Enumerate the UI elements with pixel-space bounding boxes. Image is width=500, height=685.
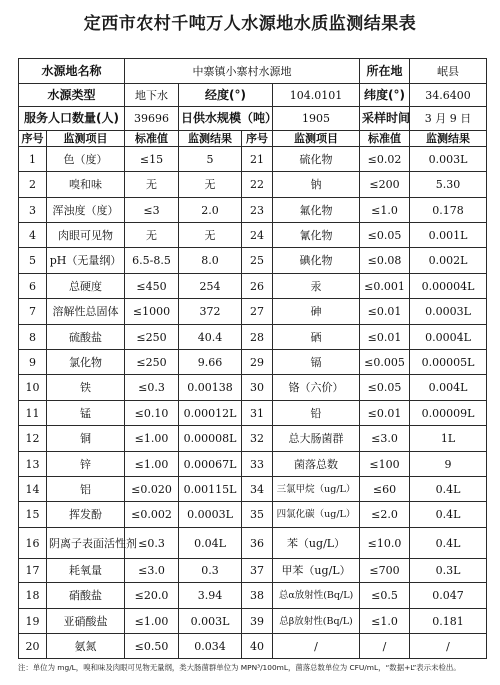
- header-seq-left: 序号: [19, 131, 47, 147]
- result-right: 0.00009L: [410, 401, 487, 426]
- standard-left: 无: [125, 223, 179, 248]
- footnote: 注：单位为 mg/L，嗅和味及肉眼可见物无量纲，类大肠菌群单位为 MPN³/100mL，菌落总数单位为 CFU/mL，“数据+L”表示未检出。: [18, 663, 461, 672]
- seq-left: 5: [19, 248, 47, 274]
- longitude-label: 经度(°): [179, 84, 273, 107]
- item-left: pH（无量纲）: [47, 248, 125, 274]
- table-row: [19, 248, 487, 274]
- result-left: 0.00012L: [179, 401, 242, 426]
- standard-left: ≤0.002: [125, 502, 179, 528]
- header-standard-right: 标准值: [360, 131, 410, 147]
- result-right: 0.001L: [410, 223, 487, 248]
- standard-right: ≤0.05: [360, 223, 410, 248]
- standard-left: ≤0.3: [125, 528, 179, 559]
- result-left: 8.0: [179, 248, 242, 274]
- item-right: 铬（六价）: [273, 375, 360, 401]
- sample-time-label: 采样时间: [360, 107, 410, 131]
- seq-left: 9: [19, 350, 47, 375]
- table-row: [19, 198, 487, 223]
- seq-left: 12: [19, 426, 47, 452]
- standard-right: ≤0.05: [360, 375, 410, 401]
- seq-left: 6: [19, 274, 47, 299]
- result-left: 2.0: [179, 198, 242, 223]
- item-right: 硒: [273, 325, 360, 350]
- seq-left: 19: [19, 609, 47, 634]
- item-left: 肉眼可见物: [47, 223, 125, 248]
- result-right: 0.0003L: [410, 299, 487, 325]
- result-right: 0.178: [410, 198, 487, 223]
- result-left: 0.00138: [179, 375, 242, 401]
- seq-right: 32: [242, 426, 273, 452]
- seq-left: 1: [19, 147, 47, 172]
- item-left: 耗氧量: [47, 559, 125, 583]
- standard-right: ≤0.01: [360, 299, 410, 325]
- standard-left: ≤3: [125, 198, 179, 223]
- table-row: [19, 375, 487, 401]
- result-left: 3.94: [179, 583, 242, 609]
- supply-value: 1905: [273, 107, 360, 131]
- result-left: 0.00115L: [179, 477, 242, 502]
- result-left: 0.00008L: [179, 426, 242, 452]
- seq-right: 33: [242, 452, 273, 477]
- result-left: 0.00067L: [179, 452, 242, 477]
- item-right: 总大肠菌群: [273, 426, 360, 452]
- result-right: 0.00004L: [410, 274, 487, 299]
- table-row: [19, 325, 487, 350]
- seq-right: 36: [242, 528, 273, 559]
- seq-left: 11: [19, 401, 47, 426]
- table-row: [19, 401, 487, 426]
- result-left: 0.0003L: [179, 502, 242, 528]
- seq-right: 26: [242, 274, 273, 299]
- item-right: 总β放射性(Bq/L): [273, 609, 360, 634]
- item-left: 溶解性总固体: [47, 299, 125, 325]
- item-left: 嗅和味: [47, 172, 125, 198]
- header-item-right: 监测项目: [273, 131, 360, 147]
- standard-left: ≤3.0: [125, 559, 179, 583]
- item-right: 甲苯（ug/L）: [273, 559, 360, 583]
- item-left: 锌: [47, 452, 125, 477]
- standard-left: 无: [125, 172, 179, 198]
- item-left: 挥发酚: [47, 502, 125, 528]
- item-right: 苯（ug/L）: [273, 528, 360, 559]
- item-left: 硫酸盐: [47, 325, 125, 350]
- result-right: 0.003L: [410, 147, 487, 172]
- result-left: 5: [179, 147, 242, 172]
- seq-left: 17: [19, 559, 47, 583]
- standard-right: ≤3.0: [360, 426, 410, 452]
- standard-left: ≤0.3: [125, 375, 179, 401]
- result-right: 0.181: [410, 609, 487, 634]
- seq-right: 39: [242, 609, 273, 634]
- result-left: 0.3: [179, 559, 242, 583]
- standard-right: /: [360, 634, 410, 659]
- result-right: /: [410, 634, 487, 659]
- source-name-value: 中寨镇小寨村水源地: [125, 59, 360, 84]
- result-left: 9.66: [179, 350, 242, 375]
- page-title: 定西市农村千吨万人水源地水质监测结果表: [83, 14, 417, 34]
- item-right: 氟化物: [273, 198, 360, 223]
- table-row: [19, 609, 487, 634]
- item-left: 阴离子表面活性剂: [47, 528, 125, 559]
- standard-right: ≤0.01: [360, 401, 410, 426]
- table-row: [19, 299, 487, 325]
- table-row: [19, 502, 487, 528]
- seq-left: 8: [19, 325, 47, 350]
- standard-right: ≤0.02: [360, 147, 410, 172]
- standard-left: ≤250: [125, 350, 179, 375]
- standard-left: ≤20.0: [125, 583, 179, 609]
- standard-left: 6.5-8.5: [125, 248, 179, 274]
- item-right: 硫化物: [273, 147, 360, 172]
- standard-right: ≤0.01: [360, 325, 410, 350]
- result-left: 0.034: [179, 634, 242, 659]
- result-right: 0.0004L: [410, 325, 487, 350]
- seq-right: 30: [242, 375, 273, 401]
- population-label: 服务人口数量(人): [19, 107, 125, 131]
- seq-right: 21: [242, 147, 273, 172]
- seq-left: 3: [19, 198, 47, 223]
- table-row: [19, 350, 487, 375]
- table-row: [19, 634, 487, 659]
- seq-right: 37: [242, 559, 273, 583]
- seq-left: 18: [19, 583, 47, 609]
- population-value: 39696: [125, 107, 179, 131]
- standard-left: ≤0.50: [125, 634, 179, 659]
- header-result-left: 监测结果: [179, 131, 242, 147]
- standard-left: ≤1000: [125, 299, 179, 325]
- result-left: 40.4: [179, 325, 242, 350]
- seq-right: 22: [242, 172, 273, 198]
- item-right: 菌落总数: [273, 452, 360, 477]
- result-left: 0.003L: [179, 609, 242, 634]
- item-left: 浑浊度（度）: [47, 198, 125, 223]
- result-right: 5.30: [410, 172, 487, 198]
- result-left: 254: [179, 274, 242, 299]
- monitoring-table: [18, 58, 487, 659]
- standard-right: ≤2.0: [360, 502, 410, 528]
- standard-right: ≤700: [360, 559, 410, 583]
- source-name-label: 水源地名称: [19, 59, 125, 84]
- table-row: [19, 274, 487, 299]
- table-row: [19, 426, 487, 452]
- result-right: 9: [410, 452, 487, 477]
- seq-right: 28: [242, 325, 273, 350]
- result-right: 0.002L: [410, 248, 487, 274]
- standard-left: ≤0.020: [125, 477, 179, 502]
- item-right: 钠: [273, 172, 360, 198]
- result-right: 0.3L: [410, 559, 487, 583]
- seq-right: 29: [242, 350, 273, 375]
- header-standard-left: 标准值: [125, 131, 179, 147]
- item-right: 三氯甲烷（ug/L）: [273, 477, 360, 502]
- standard-left: ≤15: [125, 147, 179, 172]
- item-left: 铁: [47, 375, 125, 401]
- item-right: 砷: [273, 299, 360, 325]
- item-right: 铅: [273, 401, 360, 426]
- standard-right: ≤60: [360, 477, 410, 502]
- standard-right: ≤0.005: [360, 350, 410, 375]
- standard-right: ≤10.0: [360, 528, 410, 559]
- seq-left: 15: [19, 502, 47, 528]
- supply-label: 日供水规模（吨）: [179, 107, 273, 131]
- table-row: [19, 477, 487, 502]
- seq-left: 10: [19, 375, 47, 401]
- source-type-label: 水源类型: [19, 84, 125, 107]
- longitude-value: 104.0101: [273, 84, 360, 107]
- item-left: 氨氮: [47, 634, 125, 659]
- item-left: 亚硝酸盐: [47, 609, 125, 634]
- header-seq-right: 序号: [242, 131, 273, 147]
- result-right: 0.004L: [410, 375, 487, 401]
- seq-left: 20: [19, 634, 47, 659]
- seq-right: 35: [242, 502, 273, 528]
- table-row: [19, 172, 487, 198]
- item-left: 锰: [47, 401, 125, 426]
- standard-right: ≤1.0: [360, 198, 410, 223]
- standard-right: ≤0.08: [360, 248, 410, 274]
- seq-left: 4: [19, 223, 47, 248]
- standard-left: ≤1.00: [125, 609, 179, 634]
- seq-left: 16: [19, 528, 47, 559]
- info-row-type: [19, 84, 487, 107]
- item-left: 色（度）: [47, 147, 125, 172]
- standard-right: ≤0.001: [360, 274, 410, 299]
- seq-right: 40: [242, 634, 273, 659]
- standard-right: ≤100: [360, 452, 410, 477]
- seq-right: 25: [242, 248, 273, 274]
- seq-left: 7: [19, 299, 47, 325]
- item-right: /: [273, 634, 360, 659]
- latitude-value: 34.6400: [410, 84, 487, 107]
- standard-right: ≤1.0: [360, 609, 410, 634]
- table-row: [19, 452, 487, 477]
- table-row: [19, 147, 487, 172]
- table-header-row: [19, 131, 487, 147]
- result-right: 0.4L: [410, 528, 487, 559]
- item-right: 总α放射性(Bq/L): [273, 583, 360, 609]
- result-right: 0.00005L: [410, 350, 487, 375]
- location-label: 所在地: [360, 59, 410, 84]
- result-right: 1L: [410, 426, 487, 452]
- standard-left: ≤0.10: [125, 401, 179, 426]
- result-left: 无: [179, 172, 242, 198]
- location-value: 岷县: [410, 59, 487, 84]
- item-left: 铜: [47, 426, 125, 452]
- table-row: [19, 223, 487, 248]
- seq-right: 38: [242, 583, 273, 609]
- latitude-label: 纬度(°): [360, 84, 410, 107]
- sample-time-value: 3 月 9 日: [410, 107, 487, 131]
- seq-left: 14: [19, 477, 47, 502]
- seq-left: 13: [19, 452, 47, 477]
- seq-right: 24: [242, 223, 273, 248]
- info-row-name: [19, 59, 487, 84]
- result-left: 0.04L: [179, 528, 242, 559]
- result-left: 372: [179, 299, 242, 325]
- table-row: [19, 559, 487, 583]
- result-right: 0.4L: [410, 477, 487, 502]
- source-type-value: 地下水: [125, 84, 179, 107]
- item-left: 硝酸盐: [47, 583, 125, 609]
- item-right: 汞: [273, 274, 360, 299]
- item-left: 铝: [47, 477, 125, 502]
- item-right: 氰化物: [273, 223, 360, 248]
- seq-left: 2: [19, 172, 47, 198]
- info-row-population: [19, 107, 487, 131]
- result-left: 无: [179, 223, 242, 248]
- item-left: 总硬度: [47, 274, 125, 299]
- standard-right: ≤200: [360, 172, 410, 198]
- result-right: 0.047: [410, 583, 487, 609]
- item-right: 碘化物: [273, 248, 360, 274]
- standard-left: ≤1.00: [125, 426, 179, 452]
- seq-right: 34: [242, 477, 273, 502]
- table-row: [19, 528, 487, 559]
- standard-left: ≤250: [125, 325, 179, 350]
- standard-left: ≤450: [125, 274, 179, 299]
- seq-right: 23: [242, 198, 273, 223]
- standard-left: ≤1.00: [125, 452, 179, 477]
- header-item-left: 监测项目: [47, 131, 125, 147]
- header-result-right: 监测结果: [410, 131, 487, 147]
- table-row: [19, 583, 487, 609]
- item-right: 镉: [273, 350, 360, 375]
- result-right: 0.4L: [410, 502, 487, 528]
- item-right: 四氯化碳（ug/L）: [273, 502, 360, 528]
- item-left: 氯化物: [47, 350, 125, 375]
- standard-right: ≤0.5: [360, 583, 410, 609]
- seq-right: 31: [242, 401, 273, 426]
- seq-right: 27: [242, 299, 273, 325]
